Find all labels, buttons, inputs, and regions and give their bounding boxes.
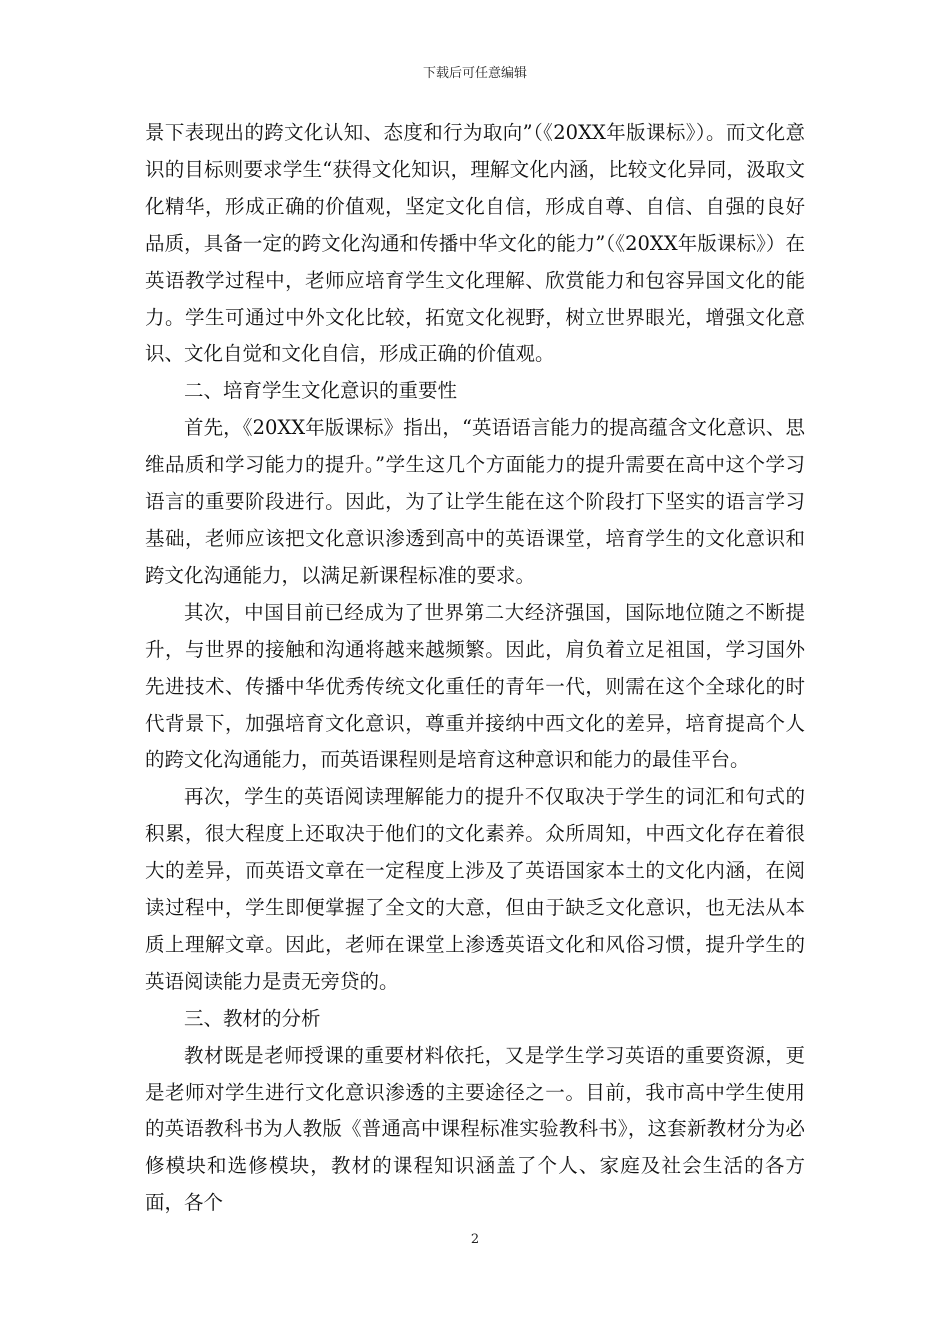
section-heading-2: 二、培育学生文化意识的重要性 [184, 379, 458, 403]
page-number: 2 [470, 1232, 480, 1247]
paragraph-second-point: 其次，中国目前已经成为了世界第二大经济强国，国际地位随之不断提升，与世界的接触和沟通将越来越频繁。因此，肩负着立足祖国，学习国外先进技术、传播中华优秀传统文化重任的青年一代，则需在这个全球化的时代背景下，加强培育文化意识，尊重并接纳中西文化的差异，培育提高个人的跨文化沟通能力，而英语课程则是培育这种意识和能力的最佳平台。 [145, 600, 805, 772]
section-heading-3: 三、教材的分析 [184, 1006, 321, 1030]
page-header: 下载后可任意编辑 [422, 66, 527, 81]
paragraph-third-point: 再次，学生的英语阅读理解能力的提升不仅取决于学生的词汇和句式的积累，很大程度上还取决于他们的文化素养。众所周知，中西文化存在着很大的差异，而英语文章在一定程度上涉及了英语国家本土的文化内涵，在阅读过程中，学生即便掌握了全文的大意，但由于缺乏文化意识，也无法从本质上理解文章。因此，老师在课堂上渗透英语文化和风俗习惯，提升学生的英语阅读能力是责无旁贷的。 [145, 785, 805, 993]
paragraph-continuation: 景下表现出的跨文化认知、态度和行为取向”（《20XX年版课标》）。而文化意识的目标则要求学生“获得文化知识，理解文化内涵，比较文化异同，汲取文化精华，形成正确的价值观，坚定文化自信，形成自尊、自信、自强的良好品质，具备一定的跨文化沟通和传播中华文化的能力”（《20XX年版课标》）在英语教学过程中，老师应培育学生文化理解、欣赏能力和包容异国文化的能力。学生可通过中外文化比较，拓宽文化视野，树立世界眼光，增强文化意识、文化自觉和文化自信，形成正确的价值观。 [145, 121, 805, 366]
document-body [145, 115, 805, 1222]
paragraph-textbook-analysis: 教材既是老师授课的重要材料依托，又是学生学习英语的重要资源，更是老师对学生进行文化意识渗透的主要途径之一。目前，我市高中学生使用的英语教科书为人教版《普通高中课程标准实验教科书》，这套新教材分为必修模块和选修模块，教材的课程知识涵盖了个人、家庭及社会生活的各方面，各个 [145, 1043, 805, 1215]
paragraph-first-point: 首先，《20XX年版课标》指出，“英语语言能力的提高蕴含文化意识、思维品质和学习能力的提升。”学生这几个方面能力的提升需要在高中这个学习语言的重要阶段进行。因此，为了让学生能在这个阶段打下坚实的语言学习基础，老师应该把文化意识渗透到高中的英语课堂，培育学生的文化意识和跨文化沟通能力，以满足新课程标准的要求。 [145, 416, 805, 587]
